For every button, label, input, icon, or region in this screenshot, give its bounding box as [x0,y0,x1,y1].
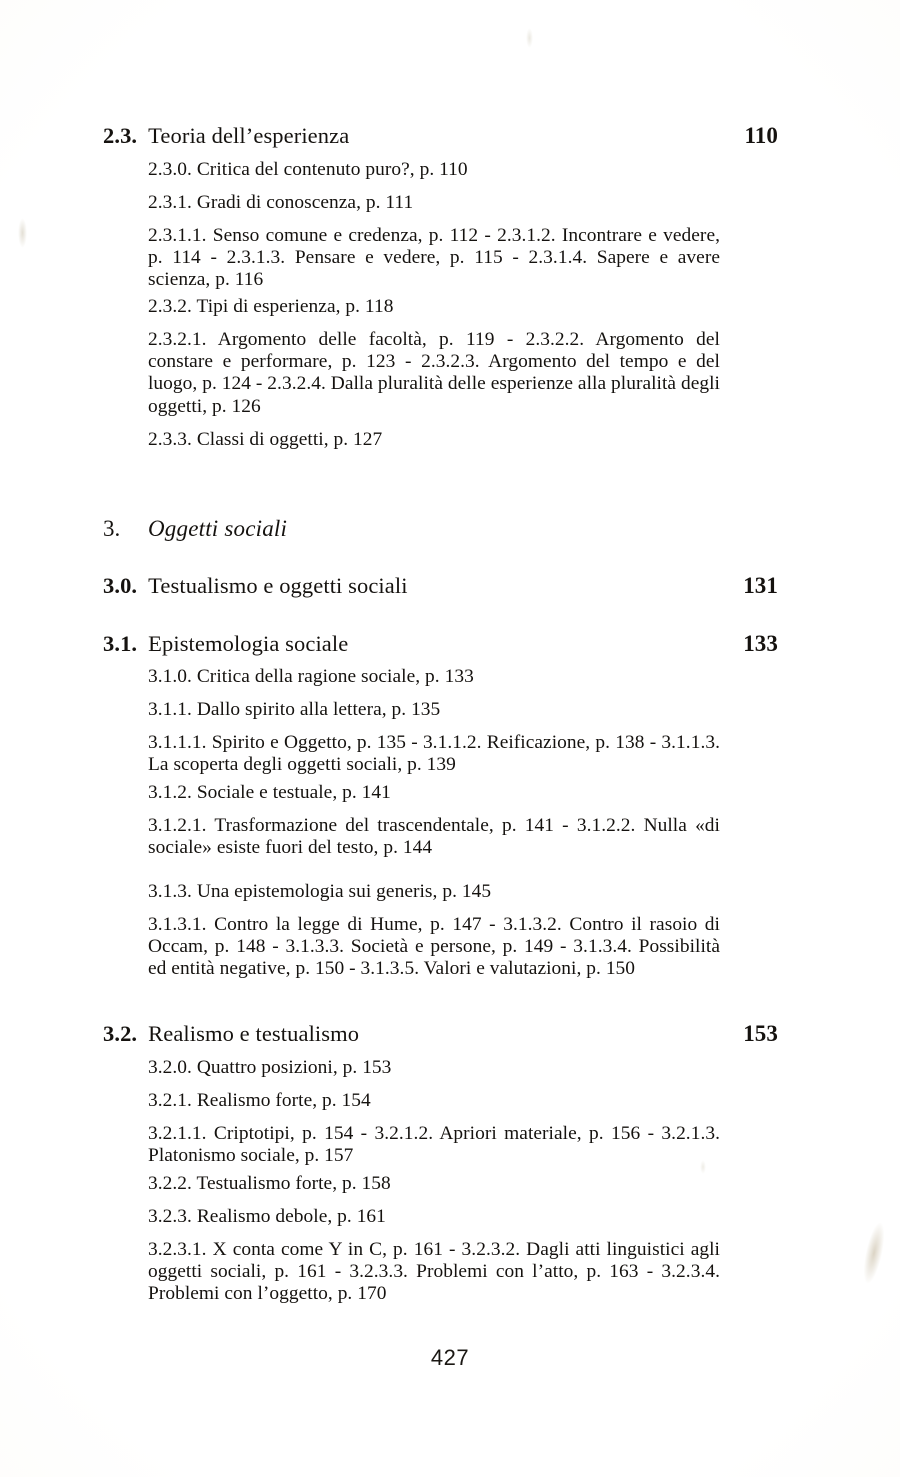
section-number: 3.2. [103,1021,138,1046]
toc-entry[interactable]: 3.2.1. Realismo forte, p. 154 [148,1090,371,1111]
toc-entry[interactable]: 3.1.2.1. Trasformazione del trascendentale, p. 141 - 3.1.2.2. Nulla «di sociale» esiste fuori del testo, p. 144 [148,815,720,859]
toc-entry[interactable]: 3.2.2. Testualismo forte, p. 158 [148,1173,391,1194]
toc-entry[interactable]: 3.1.0. Critica della ragione sociale, p. 133 [148,666,474,687]
section-title: Testualismo e oggetti sociali [148,573,408,598]
chapter-number: 3. [103,516,121,541]
toc-entry[interactable]: 2.3.2.1. Argomento delle facoltà, p. 119 - 2.3.2.2. Argomento del constare e performare, p. 123 - 2.3.2.3. Argomento del tempo e del luogo, p. 124 - 2.3.2.4. Dalla pluralità delle esperienze alla pluralità degli oggetti, p. 126 [148,329,720,417]
toc-entry[interactable]: 3.1.1. Dallo spirito alla lettera, p. 135 [148,699,441,720]
toc-entry[interactable]: 2.3.2. Tipi di esperienza, p. 118 [148,296,394,317]
page-folio-number: 427 [430,1345,470,1370]
section-number: 3.0. [103,573,138,598]
toc-entry[interactable]: 3.2.0. Quattro posizioni, p. 153 [148,1057,392,1078]
section-number: 3.1. [103,631,138,656]
toc-entry[interactable]: 3.1.3. Una epistemologia sui generis, p. 145 [148,881,492,902]
section-page-number: 153 [743,1021,778,1046]
section-title: Epistemologia sociale [148,631,349,656]
toc-entry[interactable]: 3.1.1.1. Spirito e Oggetto, p. 135 - 3.1.1.2. Reificazione, p. 138 - 3.1.1.3. La scoperta degli oggetti sociali, p. 139 [148,732,720,776]
toc-entry[interactable]: 3.2.1.1. Criptotipi, p. 154 - 3.2.1.2. Apriori materiale, p. 156 - 3.2.1.3. Platonismo sociale, p. 157 [148,1123,720,1167]
toc-entry[interactable]: 3.1.2. Sociale e testuale, p. 141 [148,782,391,803]
section-page-number: 133 [743,631,778,656]
section-page-number: 131 [743,573,778,598]
section-number: 2.3. [103,123,138,148]
toc-section-heading[interactable] [103,1022,778,1046]
section-title: Teoria dell’esperienza [148,123,350,148]
section-title: Realismo e testualismo [148,1021,360,1046]
toc-entry[interactable]: 2.3.0. Critica del contenuto puro?, p. 110 [148,159,468,180]
toc-entry[interactable]: 2.3.1. Gradi di conoscenza, p. 111 [148,192,414,213]
toc-section-heading[interactable] [103,124,778,148]
toc-chapter-heading[interactable] [103,516,778,542]
toc-entry[interactable]: 3.1.3.1. Contro la legge di Hume, p. 147 - 3.1.3.2. Contro il rasoio di Occam, p. 148 - 3.1.3.3. Società e persone, p. 149 - 3.1.3.4. Possibilità ed entità negative, p. 150 - 3.1.3.5. Valori e valutazioni, p. 150 [148,914,720,980]
toc-section-heading[interactable] [103,574,778,598]
section-page-number: 110 [744,123,778,148]
chapter-title: Oggetti sociali [148,516,288,541]
toc-entry[interactable]: 2.3.1.1. Senso comune e credenza, p. 112 - 2.3.1.2. Incontrare e vedere, p. 114 - 2.3.1.3. Pensare e vedere, p. 115 - 2.3.1.4. Sapere e avere scienza, p. 116 [148,225,720,291]
toc-entry[interactable]: 3.2.3. Realismo debole, p. 161 [148,1206,386,1227]
toc-entry[interactable]: 2.3.3. Classi di oggetti, p. 127 [148,429,383,450]
toc-entry[interactable]: 3.2.3.1. X conta come Y in C, p. 161 - 3.2.3.2. Dagli atti linguistici agli oggetti sociali, p. 161 - 3.2.3.3. Problemi con l’atto, p. 163 - 3.2.3.4. Problemi con l’oggetto, p. 170 [148,1239,720,1305]
toc-section-heading[interactable] [103,632,778,656]
